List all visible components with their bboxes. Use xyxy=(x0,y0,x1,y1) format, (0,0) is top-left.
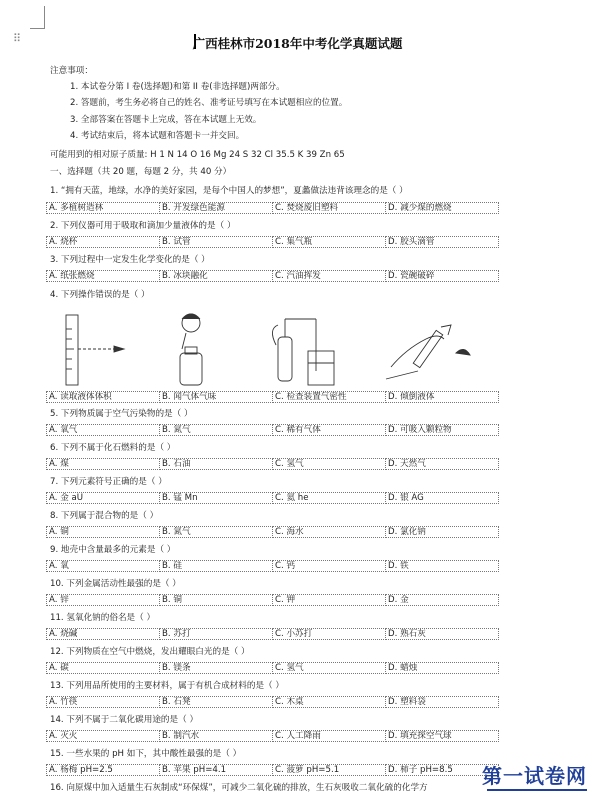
question-text: 6. 下列不属于化石燃料的是（ ） xyxy=(50,443,176,453)
option-d: D. 金 xyxy=(385,594,499,606)
option-a: A. 金 aU xyxy=(46,492,160,504)
watermark-logo: 第一试卷网 xyxy=(482,764,587,788)
options-row xyxy=(46,594,498,606)
question-text: 13. 下列用品所使用的主要材料，属于有机合成材料的是（ ） xyxy=(50,681,284,691)
question-text: 5. 下列物质属于空气污染物的是（ ） xyxy=(50,409,193,419)
option-a: A. 烧杯 xyxy=(46,236,160,248)
option-c: C. 氢气 xyxy=(272,662,386,674)
drag-handle-icon[interactable]: ⠿ xyxy=(13,32,22,45)
question-text: 12. 下列物质在空气中燃烧，发出耀眼白光的是（ ） xyxy=(50,647,250,657)
atomic-masses: 可能用到的相对原子质量: H 1 N 14 O 16 Mg 24 S 32 Cl 35.5 K 39 Zn 65 xyxy=(50,150,345,160)
airtightness-check-figure xyxy=(272,319,334,385)
options-row xyxy=(46,270,498,282)
smelling-gas-figure xyxy=(180,314,202,385)
question-text: 11. 氢氧化钠的俗名是（ ） xyxy=(50,613,156,623)
graduated-cylinder-figure xyxy=(66,315,124,385)
option-d: D. 胶头滴管 xyxy=(385,236,499,248)
option-d: D. 塑料袋 xyxy=(385,696,499,708)
option-b: B. 锰 Mn xyxy=(159,492,273,504)
option-a: A. 铜 xyxy=(46,526,160,538)
option-c: C. 汽油挥发 xyxy=(272,270,386,282)
option-b: B. 制汽水 xyxy=(159,730,273,742)
option-a: A. 煤 xyxy=(46,458,160,470)
options-row xyxy=(46,662,498,674)
option-c: C. 小苏打 xyxy=(272,628,386,640)
option-d: D. 减少煤的燃烧 xyxy=(385,202,499,214)
options-row xyxy=(46,492,498,504)
watermark-underline xyxy=(487,789,587,791)
question-text: 4. 下列操作错误的是（ ） xyxy=(50,290,150,300)
option-a: A. 锌 xyxy=(46,594,160,606)
option-a: A. 纸张燃烧 xyxy=(46,270,160,282)
options-row xyxy=(46,391,498,403)
option-d: D. 银 AG xyxy=(385,492,499,504)
option-c: C. 菠萝 pH=5.1 xyxy=(272,764,386,776)
option-d: D. 氯化钠 xyxy=(385,526,499,538)
option-d: D. 蜡烛 xyxy=(385,662,499,674)
options-row xyxy=(46,560,498,572)
option-b: B. 氮气 xyxy=(159,526,273,538)
note-item: 1. 本试卷分第 I 卷(选择题)和第 II 卷(非选择题)两部分。 xyxy=(70,82,285,92)
option-b: B. 硅 xyxy=(159,560,273,572)
option-c: C. 钙 xyxy=(272,560,386,572)
options-row xyxy=(46,526,498,538)
option-d: D. 熟石灰 xyxy=(385,628,499,640)
options-row xyxy=(46,696,498,708)
option-b: B. 苹果 pH=4.1 xyxy=(159,764,273,776)
option-a: A. 竹筷 xyxy=(46,696,160,708)
question-text: 1. “拥有天蓝，地绿，水净的美好家园，是每个中国人的梦想”，夏蠡做法违背该理念的是（ ） xyxy=(50,186,408,196)
question-text: 10. 下列金属活动性最强的是（ ） xyxy=(50,579,181,589)
option-b: B. 氮气 xyxy=(159,424,273,436)
options-row xyxy=(46,730,498,742)
option-a: A. 氧 xyxy=(46,560,160,572)
option-a: A. 多植树造林 xyxy=(46,202,160,214)
option-a: A. 杨梅 pH=2.5 xyxy=(46,764,160,776)
question-text: 3. 下列过程中一定发生化学变化的是（ ） xyxy=(50,255,210,265)
option-d: D. 倾倒液体 xyxy=(385,391,499,403)
question-text: 8. 下列属于混合物的是（ ） xyxy=(50,511,159,521)
option-b: B. 石凳 xyxy=(159,696,273,708)
options-row xyxy=(46,764,498,776)
pouring-liquid-figure xyxy=(386,325,470,379)
option-c: C. 氢气 xyxy=(272,458,386,470)
note-item: 3. 全部答案在答题卡上完成，答在本试题上无效。 xyxy=(70,115,262,125)
options-row xyxy=(46,236,498,248)
option-b: B. 冰块融化 xyxy=(159,270,273,282)
option-d: D. 可吸入颗粒物 xyxy=(385,424,499,436)
option-b: B. 铜 xyxy=(159,594,273,606)
option-c: C. 集气瓶 xyxy=(272,236,386,248)
option-c: C. 检查装置气密性 xyxy=(272,391,386,403)
option-d: D. 瓷碗破碎 xyxy=(385,270,499,282)
experiment-illustrations xyxy=(46,309,498,391)
option-d: D. 柿子 pH=8.5 xyxy=(385,764,499,776)
question-text: 7. 下列元素符号正确的是（ ） xyxy=(50,477,167,487)
note-item: 4. 考试结束后，将本试题和答题卡一并交回。 xyxy=(70,131,245,141)
option-b: B. 闻气体气味 xyxy=(159,391,273,403)
question-text: 16. 向原煤中加入适量生石灰制成“环保煤”，可减少二氧化硫的排放，生石灰吸收二氧化硫的化学方 xyxy=(50,783,428,793)
options-row xyxy=(46,202,498,214)
options-row xyxy=(46,628,498,640)
option-a: A. 灭火 xyxy=(46,730,160,742)
option-a: A. 读取液体体积 xyxy=(46,391,160,403)
note-item: 2. 答题前，考生务必将自己的姓名、准考证号填写在本试题相应的位置。 xyxy=(70,98,348,108)
option-d: D. 填充探空气球 xyxy=(385,730,499,742)
options-row xyxy=(46,424,498,436)
options-row xyxy=(46,458,498,470)
option-a: A. 氧气 xyxy=(46,424,160,436)
question-text: 2. 下列仪器可用于吸取和滴加少量液体的是（ ） xyxy=(50,221,236,231)
page-corner-mark xyxy=(30,6,45,29)
notes-heading: 注意事项： xyxy=(50,66,93,76)
option-a: A. 碳 xyxy=(46,662,160,674)
option-c: C. 木桌 xyxy=(272,696,386,708)
option-b: B. 石油 xyxy=(159,458,273,470)
option-c: C. 氦 he xyxy=(272,492,386,504)
option-b: B. 镁条 xyxy=(159,662,273,674)
option-b: B. 开发绿色能源 xyxy=(159,202,273,214)
option-c: C. 稀有气体 xyxy=(272,424,386,436)
section-heading: 一、选择题（共 20 题，每题 2 分，共 40 分） xyxy=(50,167,232,177)
option-b: B. 苏打 xyxy=(159,628,273,640)
option-c: C. 钾 xyxy=(272,594,386,606)
question-text: 9. 地壳中含量最多的元素是（ ） xyxy=(50,545,176,555)
question-text: 14. 下列不属于二氧化碳用途的是（ ） xyxy=(50,715,199,725)
option-a: A. 烧碱 xyxy=(46,628,160,640)
document-title: 广西桂林市2018年中考化学真题试题 xyxy=(192,36,403,51)
question-text: 15. 一些水果的 pH 如下，其中酸性最强的是（ ） xyxy=(50,749,242,759)
option-c: C. 焚烧废旧塑料 xyxy=(272,202,386,214)
option-c: C. 海水 xyxy=(272,526,386,538)
option-d: D. 天然气 xyxy=(385,458,499,470)
option-b: B. 试管 xyxy=(159,236,273,248)
option-d: D. 铁 xyxy=(385,560,499,572)
option-c: C. 人工降雨 xyxy=(272,730,386,742)
